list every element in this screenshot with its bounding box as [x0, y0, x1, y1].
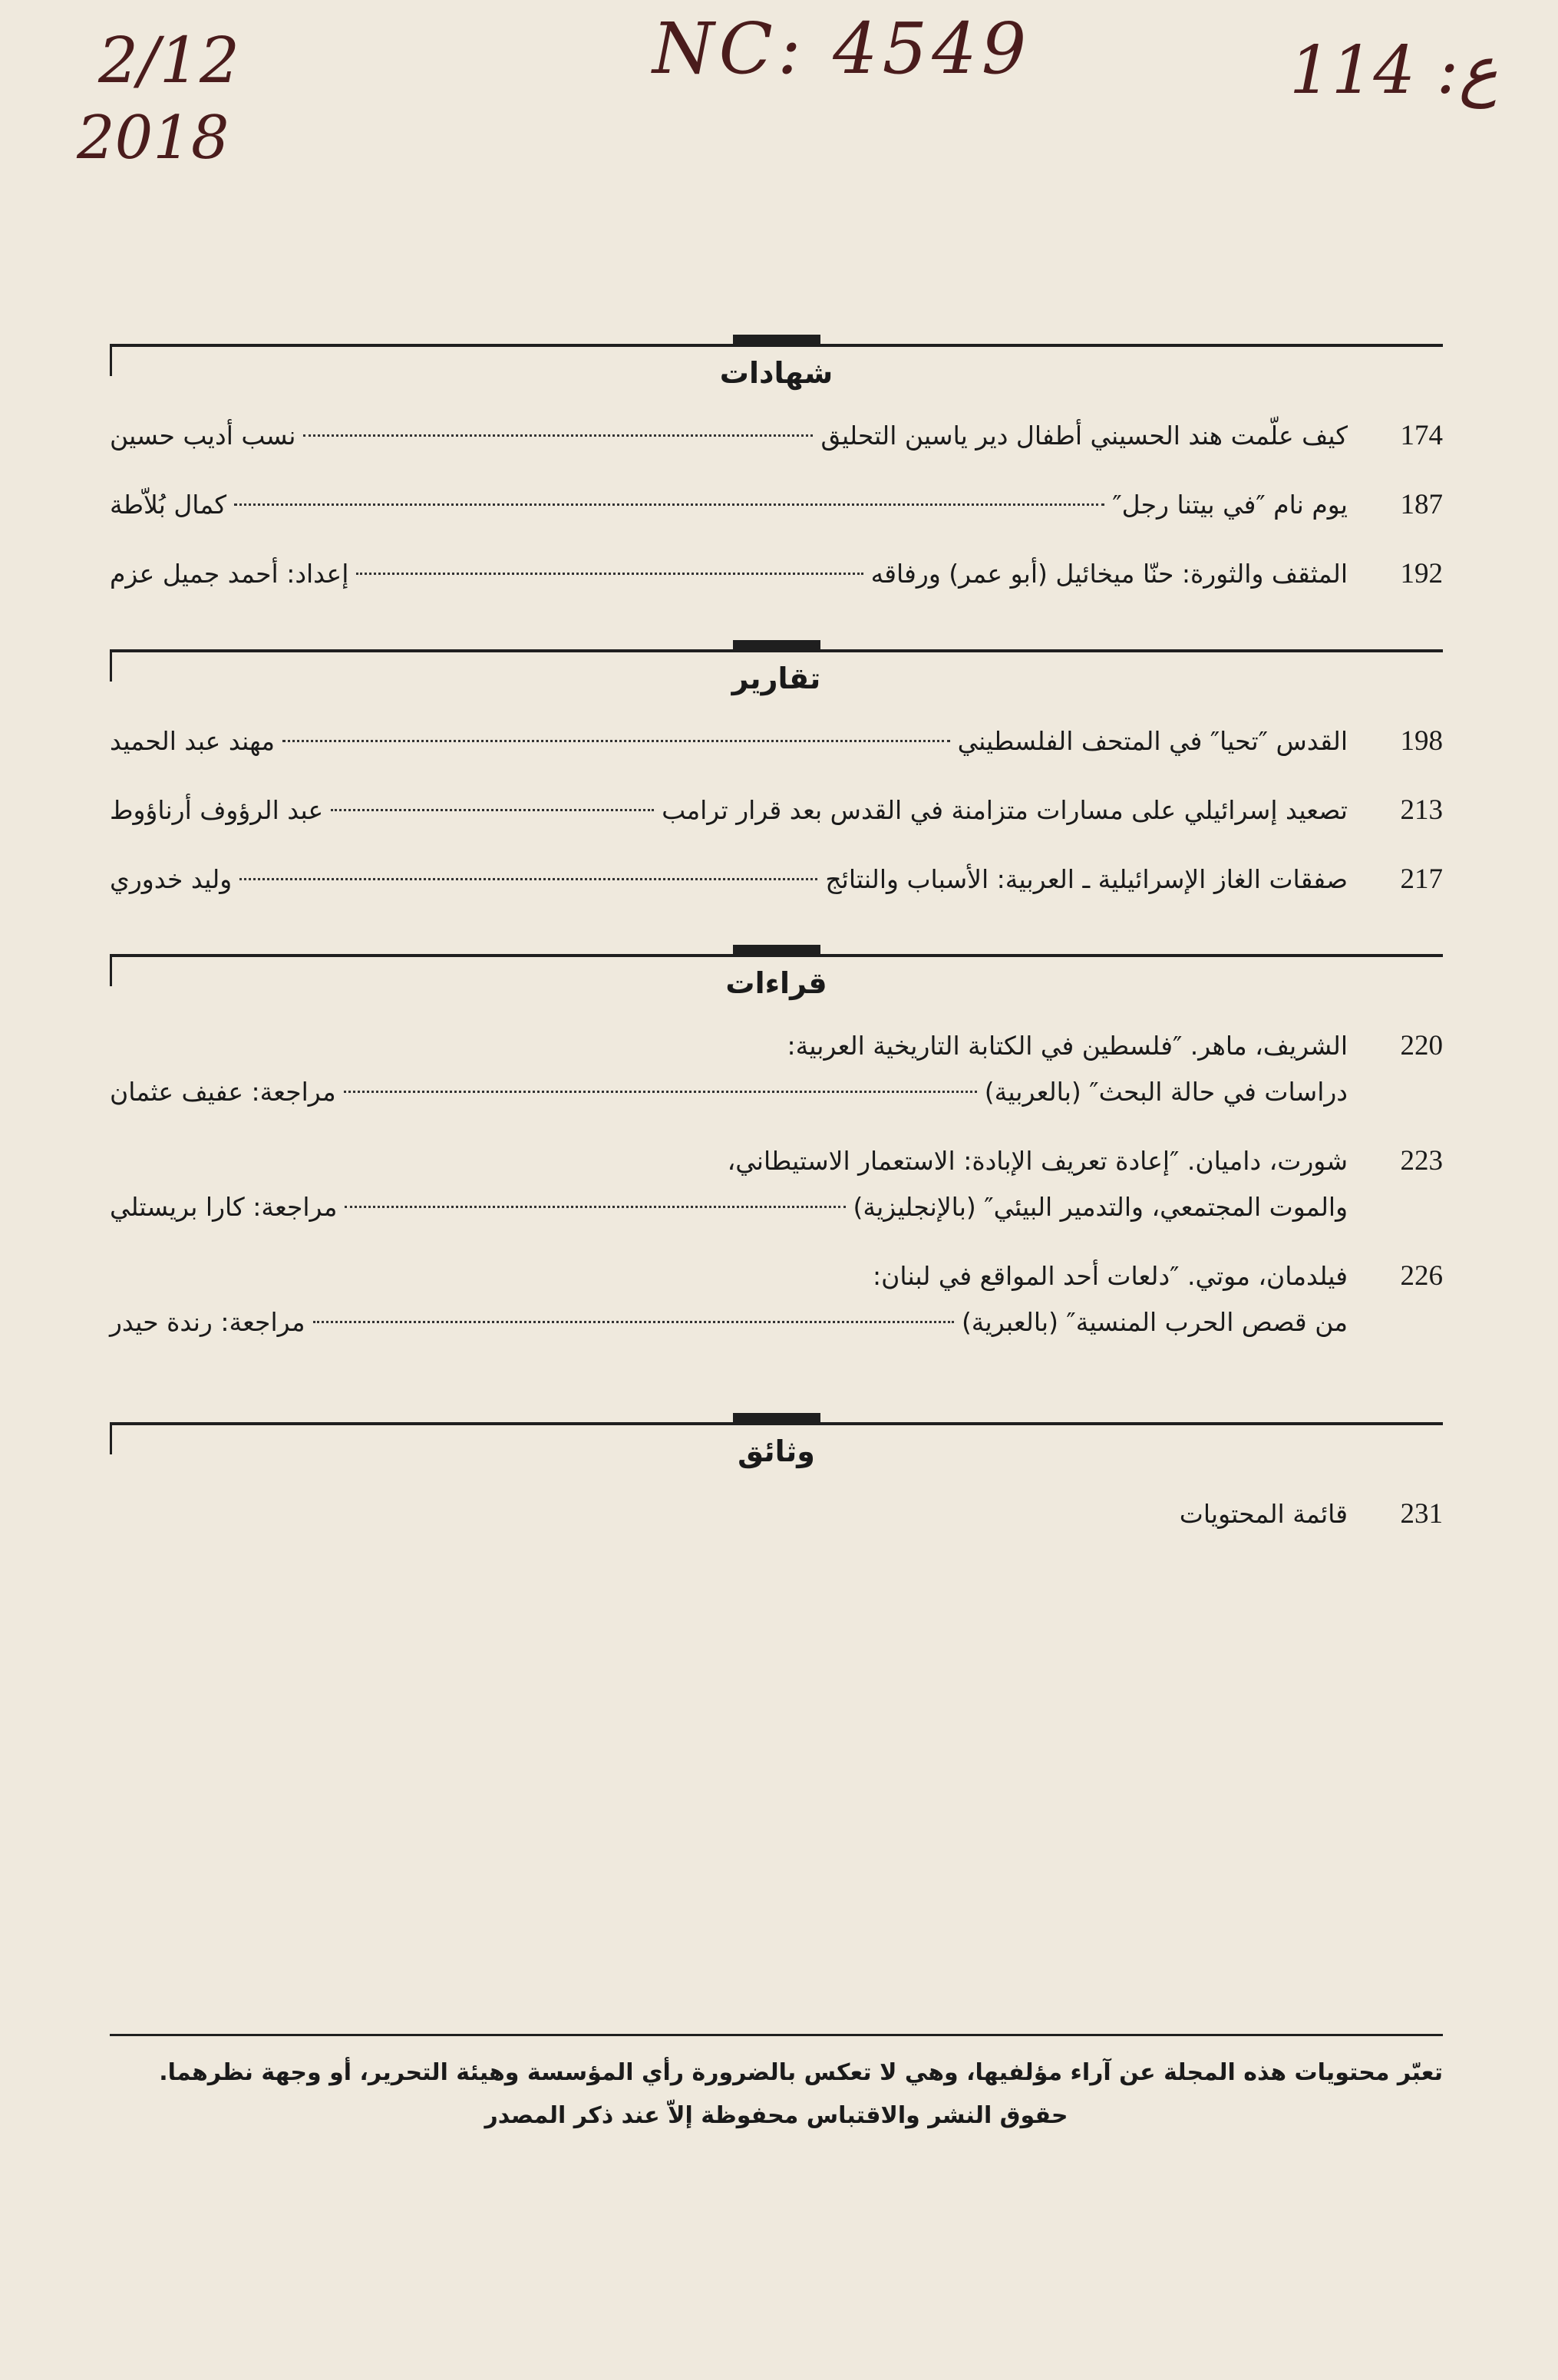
- section-header: [110, 649, 1443, 706]
- dot-leader: [331, 809, 654, 811]
- handwritten-date-day: 2/12: [98, 25, 240, 97]
- entry-title: المثقف والثورة: حنّا ميخائيل (أبو عمر) ورفاقه: [870, 559, 1348, 589]
- dot-leader: [356, 573, 863, 575]
- page-number: 217: [1400, 863, 1443, 895]
- entry-author: وليد خدوري: [110, 864, 233, 894]
- page-number: 223: [1400, 1145, 1443, 1177]
- toc-entry[interactable]: [110, 718, 1443, 764]
- entry-title-line-1: الشريف، ماهر. ″فلسطين في الكتابة التاريخية العربية:: [787, 1031, 1348, 1061]
- footer-disclaimer: [110, 2034, 1443, 2137]
- entry-author: مراجعة: عفيف عثمان: [110, 1077, 336, 1107]
- section-header: [110, 1422, 1443, 1479]
- entry-title: صفقات الغاز الإسرائيلية ـ العربية: الأسباب والنتائج: [825, 864, 1348, 894]
- toc-entry[interactable]: [110, 1253, 1443, 1345]
- section-documents: [110, 1422, 1443, 1560]
- toc-entry[interactable]: [110, 1491, 1443, 1537]
- entry-title: دراسات في حالة البحث″ (بالعربية): [984, 1077, 1348, 1107]
- dot-leader: [344, 1091, 977, 1093]
- dot-leader: [239, 878, 817, 880]
- toc-entry[interactable]: [110, 413, 1443, 459]
- entry-author: مراجعة: كارا بريستلي: [110, 1192, 338, 1222]
- section-title: وثائق: [738, 1434, 815, 1468]
- section-title: شهادات: [719, 356, 833, 390]
- section-header: [110, 344, 1443, 401]
- section-testimonies: [110, 344, 1443, 620]
- page-number: 231: [1400, 1498, 1443, 1530]
- page-number: 187: [1400, 489, 1443, 520]
- dot-leader: [345, 1206, 845, 1208]
- handwritten-issue-number: ع: 114: [1289, 32, 1498, 109]
- page-number: 192: [1400, 558, 1443, 589]
- toc-entry[interactable]: [110, 857, 1443, 903]
- toc-entry[interactable]: [110, 787, 1443, 833]
- entry-title: تصعيد إسرائيلي على مسارات متزامنة في القدس بعد قرار ترامب: [662, 795, 1348, 825]
- section-title: تقارير: [731, 662, 821, 695]
- entry-author: كمال بُلاّطة: [110, 490, 227, 520]
- toc-entry[interactable]: [110, 551, 1443, 597]
- entry-title: قائمة المحتويات: [1179, 1499, 1348, 1529]
- dot-leader: [234, 503, 1104, 506]
- section-header: [110, 954, 1443, 1011]
- entry-title-line-1: شورت، داميان. ″إعادة تعريف الإبادة: الاستعمار الاستيطاني،: [727, 1146, 1348, 1176]
- dot-leader: [313, 1321, 954, 1323]
- page-number: 198: [1400, 725, 1443, 757]
- footer-disclaimer-text: تعبّر محتويات هذه المجلة عن آراء مؤلفيها، وهي لا تعكس بالضرورة رأي المؤسسة وهيئة التحرير، أو وجهة نظرهما.: [159, 2059, 1443, 2086]
- handwritten-catalog-number: NC: 4549: [652, 8, 1032, 90]
- handwritten-date-year: 2018: [77, 104, 229, 173]
- entry-title-line-1: فيلدمان، موتي. ″دلعات أحد المواقع في لبنان:: [873, 1261, 1348, 1291]
- footer-copyright-text: حقوق النشر والاقتباس محفوظة إلاّ عند ذكر المصدر: [484, 2102, 1068, 2129]
- entry-title: كيف علّمت هند الحسيني أطفال دير ياسين التحليق: [820, 421, 1348, 451]
- toc-entry[interactable]: [110, 1138, 1443, 1230]
- section-reports: [110, 649, 1443, 926]
- section-readings: [110, 954, 1443, 1368]
- entry-author: مهند عبد الحميد: [110, 726, 275, 756]
- page-number: 226: [1400, 1260, 1443, 1292]
- page-number: 174: [1400, 420, 1443, 451]
- entry-title: والموت المجتمعي، والتدمير البيئي″ (بالإنجليزية): [853, 1192, 1348, 1222]
- page-number: 213: [1400, 794, 1443, 826]
- entry-title: يوم نام ″في بيتنا رجل″: [1112, 490, 1348, 520]
- entry-author: عبد الرؤوف أرناؤوط: [110, 795, 324, 825]
- page-number: 220: [1400, 1030, 1443, 1061]
- toc-entry[interactable]: [110, 482, 1443, 528]
- entry-title: من قصص الحرب المنسية″ (بالعبرية): [961, 1307, 1348, 1337]
- entry-title: القدس ″تحيا″ في المتحف الفلسطيني: [957, 726, 1348, 756]
- dot-leader: [303, 434, 813, 437]
- entry-author: إعداد: أحمد جميل عزم: [110, 559, 349, 589]
- section-title: قراءات: [725, 966, 827, 1000]
- toc-entry[interactable]: [110, 1023, 1443, 1115]
- entry-author: نسب أديب حسين: [110, 421, 296, 451]
- dot-leader: [282, 740, 950, 742]
- entry-author: مراجعة: رندة حيدر: [110, 1307, 305, 1337]
